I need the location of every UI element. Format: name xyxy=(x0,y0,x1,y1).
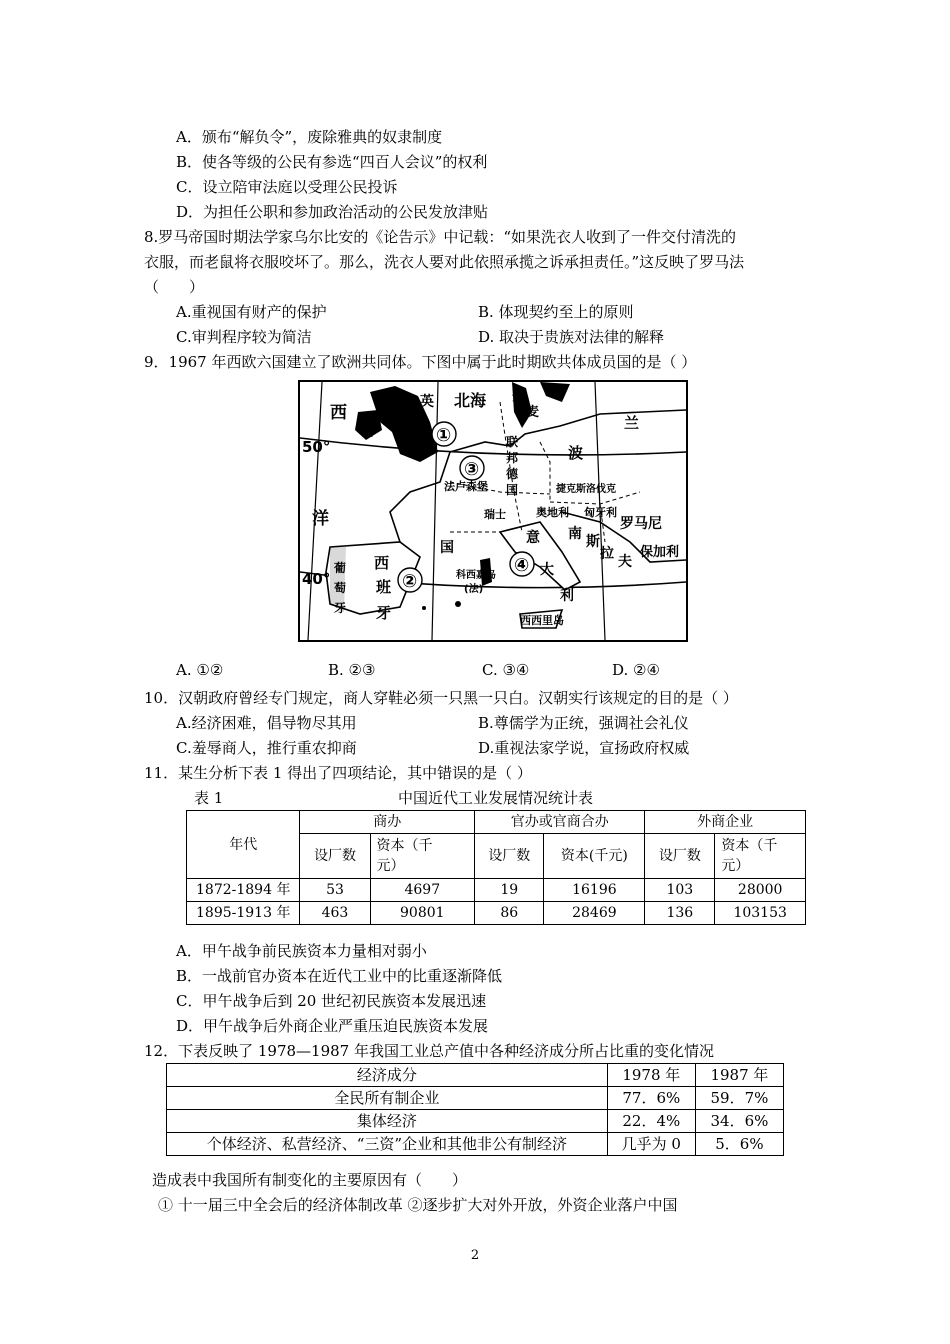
cell-sector: 全民所有制企业 xyxy=(167,1087,608,1110)
cell: 90801 xyxy=(370,902,475,925)
cell: 16196 xyxy=(544,879,645,902)
header-group-official: 官办或官商合办 xyxy=(475,811,645,834)
q12-stem: 12．下表反映了 1978—1987 年我国工业总产值中各种经济成分所占比重的变化情况 xyxy=(144,1042,714,1060)
map-label-yang: 洋 xyxy=(312,509,329,529)
cell: 28000 xyxy=(715,879,806,902)
industry-stats-table xyxy=(186,810,806,925)
map-label-guo-uk: 国 xyxy=(414,432,428,448)
map-label-si: 斯 xyxy=(586,534,600,550)
header-factories-1: 设厂数 xyxy=(300,834,370,879)
header-capital-2: 资本(千元) xyxy=(544,834,645,879)
map-label-xi-es: 西 xyxy=(374,554,390,572)
table-header-row xyxy=(187,811,806,834)
map-label-da: 大 xyxy=(540,562,554,578)
header-factories-2: 设厂数 xyxy=(475,834,544,879)
q9-option-a: A. ①② xyxy=(176,661,224,679)
q12-options: ① 十一届三中全会后的经济体制改革 ②逐步扩大对外开放，外资企业落户中国 xyxy=(158,1196,678,1214)
cell: 5．6% xyxy=(695,1133,783,1156)
q8-option-b: B. 体现契约至上的原则 xyxy=(478,303,634,321)
cell: 103153 xyxy=(715,902,806,925)
cell: 22．4% xyxy=(607,1110,695,1133)
header-era: 年代 xyxy=(187,811,300,879)
map-label-ya: 牙 xyxy=(376,604,392,622)
cell: 几乎为 0 xyxy=(607,1133,695,1156)
cell: 19 xyxy=(475,879,544,902)
q11-option-c: C．甲午战争后到 20 世纪初民族资本发展迅速 xyxy=(176,992,487,1010)
cell: 34．6% xyxy=(695,1110,783,1133)
page-number: 2 xyxy=(470,1248,480,1263)
q10-option-c: C.羞辱商人，推行重农抑商 xyxy=(176,739,357,757)
q11-option-b: B．一战前官办资本在近代工业中的比重逐渐降低 xyxy=(176,967,503,985)
map-label-tao: 萄 xyxy=(334,581,347,595)
table-row xyxy=(187,902,806,925)
map-label-fa-lu-sen: 法卢森堡 xyxy=(444,480,488,493)
map-label-ying: 英 xyxy=(420,394,434,410)
cell-era: 1872-1894 年 xyxy=(187,879,300,902)
q7-option-c: C．设立陪审法庭以受理公民投诉 xyxy=(176,178,398,196)
header-1987: 1987 年 xyxy=(695,1064,783,1087)
q10-option-a: A.经济困难，倡导物尽其用 xyxy=(176,714,357,732)
map-circle-4: ④ xyxy=(514,555,530,576)
cell: 77．6% xyxy=(607,1087,695,1110)
header-group-foreign: 外商企业 xyxy=(645,811,806,834)
table-header-row xyxy=(167,1064,784,1087)
q8-stem-3: （ ） xyxy=(144,278,205,296)
map-label-lian: 联 xyxy=(506,435,519,449)
q11-table-no: 表 1 xyxy=(194,789,224,807)
map-circle-1: ① xyxy=(436,425,452,446)
map-circle-3: ③ xyxy=(464,459,480,480)
q7-option-b: B．使各等级的公民有参选“四百人会议”的权利 xyxy=(176,153,488,171)
cell: 103 xyxy=(645,879,715,902)
cell-sector: 集体经济 xyxy=(167,1110,608,1133)
cell: 86 xyxy=(475,902,544,925)
map-label-de: 德 xyxy=(506,467,519,481)
q10-option-b: B.尊儒学为正统，强调社会礼仪 xyxy=(478,714,689,732)
map-label-xi: 西 xyxy=(330,403,347,423)
q9-option-b: B. ②③ xyxy=(328,661,376,679)
map-label-ruishi: 瑞士 xyxy=(484,508,506,521)
map-label-la: 拉 xyxy=(600,546,614,562)
map-label-er: 尔 xyxy=(370,414,381,427)
q7-option-a: A．颁布“解负令”，废除雅典的奴隶制度 xyxy=(176,128,443,146)
q9-option-c: C. ③④ xyxy=(482,661,530,679)
header-capital-1: 资本（千 元） xyxy=(370,834,475,879)
cell-sector: 个体经济、私营经济、“三资”企业和其他非公有制经济 xyxy=(167,1133,608,1156)
q7-option-d: D．为担任公职和参加政治活动的公民发放津贴 xyxy=(176,203,489,221)
map-label-lan-pl: 兰 xyxy=(624,414,640,432)
map-label-nan: 南 xyxy=(568,526,582,542)
europe-map xyxy=(298,380,688,642)
cell: 463 xyxy=(300,902,370,925)
map-label-dan: 丹 xyxy=(512,389,526,404)
map-label-kexijia: 科西嘉岛 xyxy=(456,570,496,581)
q11-stem: 11．某生分析下表 1 得出了四项结论，其中错误的是（ ） xyxy=(144,764,532,782)
map-label-lat50: 50° xyxy=(302,438,331,456)
header-1978: 1978 年 xyxy=(607,1064,695,1087)
q8-stem-2: 衣服，而老鼠将衣服咬坏了。那么，洗衣人要对此依照承揽之诉承担责任。”这反映了罗马法 xyxy=(144,253,745,271)
map-label-xiongyali: 匈牙利 xyxy=(584,506,617,519)
table-row xyxy=(167,1087,784,1110)
map-label-guo-de: 国 xyxy=(506,483,519,497)
map-label-ban: 班 xyxy=(376,578,392,596)
map-label-lan: 兰 xyxy=(362,426,373,439)
map-label-fa-paren: (法) xyxy=(464,584,484,595)
cell-era: 1895-1913 年 xyxy=(187,902,300,925)
map-label-luomani: 罗马尼 xyxy=(620,516,662,532)
q11-option-a: A．甲午战争前民族资本力量相对弱小 xyxy=(176,942,427,960)
cell: 28469 xyxy=(544,902,645,925)
q8-option-c: C.审判程序较为简洁 xyxy=(176,328,312,346)
economy-share-table xyxy=(166,1063,784,1156)
q8-option-d: D. 取决于贵族对法律的解释 xyxy=(478,328,665,346)
map-label-ya-pt: 牙 xyxy=(334,601,347,615)
header-capital-3: 资本（千 元） xyxy=(715,834,806,879)
map-label-lat40: 40° xyxy=(302,570,331,588)
cell: 59．7% xyxy=(695,1087,783,1110)
map-label-mai: 麦 xyxy=(526,405,540,420)
map-label-ai: 爱 xyxy=(358,414,369,427)
q11-option-d: D．甲午战争后外商企业严重压迫民族资本发展 xyxy=(176,1017,489,1035)
q8-stem-1: 8.罗马帝国时期法学家乌尔比安的《论告示》中记载：“如果洗衣人收到了一件交付清洗的 xyxy=(144,228,736,246)
map-label-aodili: 奥地利 xyxy=(536,506,569,519)
table-row xyxy=(167,1133,784,1156)
table-row xyxy=(167,1110,784,1133)
map-label-bao: 保加利 xyxy=(640,545,680,560)
cell: 4697 xyxy=(370,879,475,902)
q10-option-d: D.重视法家学说，宣扬政府权威 xyxy=(478,739,690,757)
q11-table-title: 中国近代工业发展情况统计表 xyxy=(398,789,594,807)
map-label-jieke: 捷克斯洛伐克 xyxy=(556,484,616,495)
map-label-fu: 夫 xyxy=(618,554,632,570)
header-sector: 经济成分 xyxy=(167,1064,608,1087)
table-row xyxy=(187,879,806,902)
map-label-beihai: 北海 xyxy=(454,391,487,410)
header-group-private: 商办 xyxy=(300,811,475,834)
q9-option-d: D. ②④ xyxy=(612,661,660,679)
cell: 136 xyxy=(645,902,715,925)
q10-stem: 10．汉朝政府曾经专门规定，商人穿鞋必须一只黑一只白。汉朝实行该规定的目的是（ ） xyxy=(144,689,738,707)
cell: 53 xyxy=(300,879,370,902)
q8-option-a: A.重视国有财产的保护 xyxy=(176,303,327,321)
map-label-guo-fr: 国 xyxy=(440,540,454,556)
map-label-bang: 邦 xyxy=(506,451,519,465)
map-label-xixili: 西西里岛 xyxy=(520,614,564,627)
q9-stem: 9．1967 年西欧六国建立了欧洲共同体。下图中属于此时期欧共体成员国的是（ ） xyxy=(144,353,697,371)
q12-question: 造成表中我国所有制变化的主要原因有（ ） xyxy=(152,1171,468,1189)
map-label-yi: 意 xyxy=(526,530,540,546)
map-label-li: 利 xyxy=(560,588,574,604)
map-circle-2: ② xyxy=(402,571,418,592)
map-label-bo: 波 xyxy=(568,444,584,462)
header-factories-3: 设厂数 xyxy=(645,834,715,879)
map-label-pu: 葡 xyxy=(334,561,347,575)
